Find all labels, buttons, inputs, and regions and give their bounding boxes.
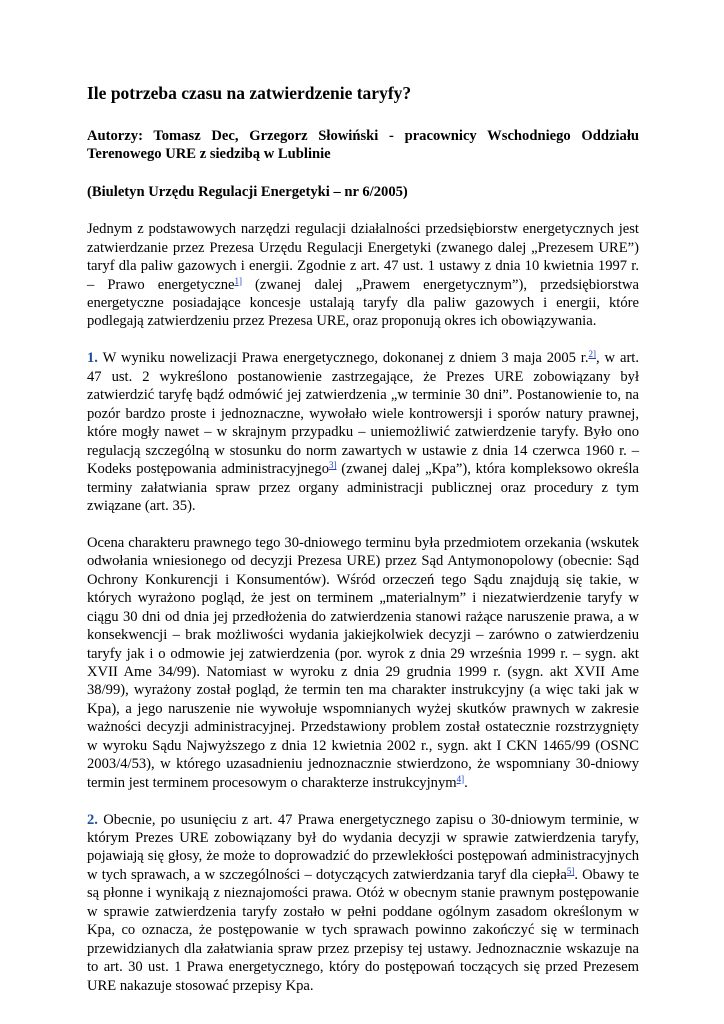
ruling-text-2: . xyxy=(464,774,468,791)
bulletin-source: (Biuletyn Urzędu Regulacji Energetyki – nr 6/2005) xyxy=(87,183,408,200)
section-number-2: 2. xyxy=(87,811,98,828)
intro-text-1: Jednym z podstawowych narzędzi regulacji działalności przedsiębiorstw energetycznych jest zatwierdzanie przez Prezesa Urzędu Regulacji Energetyki (zwanego dalej „Prezesem URE”) taryf dla paliw gazowych i energii. Zgodnie z art. 47 ust. 1 ustawy z dnia 10 kwietnia 1997 r. – Prawo energetyczne xyxy=(87,221,639,293)
section-number-1: 1. xyxy=(87,350,98,367)
authors-line: Autorzy: Tomasz Dec, Grzegorz Słowiński - pracownicy Wschodniego Oddziału Terenowego URE z siedzibą w Lublinie xyxy=(87,128,639,163)
footnote-link-2[interactable]: 2] xyxy=(588,349,597,360)
document-title: Ile potrzeba czasu na zatwierdzenie taryfy? xyxy=(87,83,412,103)
footnote-link-4[interactable]: 4] xyxy=(456,773,465,784)
section-1-paragraph xyxy=(87,349,639,515)
section-1-text-2: , w art. 47 ust. 2 wykreślono postanowienie zastrzegające, że Prezes URE zobowiązany był zatwierdzić taryfę bądź odmówić jej zatwierdzenia „w terminie 30 dni”. Postanowienie to, na pozór bardzo proste i jednoznaczne, wywołało wiele kontrowersji i sporów natury prawnej, które mogły nawet – w skrajnym przypadku – uniemożliwić zatwierdzenie taryfy. Było ono regulacją szczególną w stosunku do norm zawartych w ustawie z dnia 14 czerwca 1960 r. – Kodeks postępowania administracyjnego xyxy=(87,350,640,478)
footnote-link-5[interactable]: 5] xyxy=(566,865,575,876)
section-2-text-2: . Obawy te są płonne i wynikają z nieznajomości prawa. Otóż w obecnym stanie prawnym postępowanie w sprawie zatwierdzenia taryfy zostało w pełni poddane ogólnym zasadom określonym w Kpa, co oznacza, że postępowanie w tych sprawach powinno zakończyć się w terminach przewidzianych dla załatwiania spraw przez przepisy tej ustawy. Jednoznacznie wskazuje na to art. 30 ust. 1 Prawa energetycznego, który do postępowań toczących się przed Prezesem URE nakazuje stosować przepisy Kpa. xyxy=(87,866,639,994)
intro-text-2: (zwanej dalej „Prawem energetycznym”), przedsiębiorstwa energetyczne posiadające koncesje ustalają taryfy dla paliw gazowych i energii, które podlegają zatwierdzeniu przez Prezesa URE, oraz proponują okres ich obowiązywania. xyxy=(87,276,639,330)
section-1-text-1: W wyniku nowelizacji Prawa energetycznego, dokonanej z dniem 3 maja 2005 r. xyxy=(97,350,589,367)
ruling-text-1: Ocena charakteru prawnego tego 30-dniowego terminu była przedmiotem orzekania (wskutek odwołania wniesionego od decyzji Prezesa URE) przez Sąd Antymonopolowy (obecnie: Sąd Ochrony Konkurencji i Konsumentów). Wśród orzeczeń tego Sądu znajdują się takie, w których wyrażono pogląd, że jest on terminem „materialnym” i niezatwierdzenie taryfy w ciągu 30 dni od dnia jej przedłożenia do zatwierdzenia stanowi rażące naruszenie prawa, a w konsekwencji – brak możliwości wydania jakiejkolwiek decyzji – zarówno o zatwierdzeniu taryfy jak i o odmowie jej zatwierdzenia (por. wyrok z dnia 29 września 1999 r. – sygn. akt XVII Ame 34/99). Natomiast w wyroku z dnia 29 grudnia 1999 r. (sygn. akt XVII Ame 38/99), wyrażony został pogląd, że termin ten ma charakter instrukcyjny (a więc taki jak w Kpa), a jego naruszenie nie wywołuje wspomnianych wyżej skutków prawnych w zakresie ważności decyzji administracyjnej. Przedstawiony problem został ostatecznie rozstrzygnięty w wyroku Sądu Najwyższego z dnia 12 kwietnia 2002 r., sygn. akt I CKN 1465/99 (OSNC 2003/4/53), w którego uzasadnieniu jednoznacznie stwierdzono, że wspomniany 30-dniowy termin jest terminem procesowym o charakterze instrukcyjnym xyxy=(87,534,639,791)
intro-paragraph xyxy=(87,220,639,331)
section-1-text-3: (zwanej dalej „Kpa”), która kompleksowo określa terminy załatwiania spraw przez organy administracji publicznej oraz procedury z tym związane (art. 35). xyxy=(87,461,639,514)
section-2-text-1: Obecnie, po usunięciu z art. 47 Prawa energetycznego zapisu o 30-dniowym terminie, w którym Prezes URE zobowiązany był do wydania decyzji w sprawie zatwierdzenia taryfy, pojawiają się głosy, że może to doprowadzić do przewlekłości postępowań administracyjnych w tych sprawach, a w szczególności – dotyczących zatwierdzania taryf dla ciepła xyxy=(87,811,639,883)
section-2-paragraph xyxy=(87,811,639,996)
document-page xyxy=(87,82,639,1013)
footnote-link-3[interactable]: 3] xyxy=(329,460,337,471)
footnote-link-1[interactable]: 1] xyxy=(234,275,242,286)
ruling-paragraph xyxy=(87,534,639,792)
